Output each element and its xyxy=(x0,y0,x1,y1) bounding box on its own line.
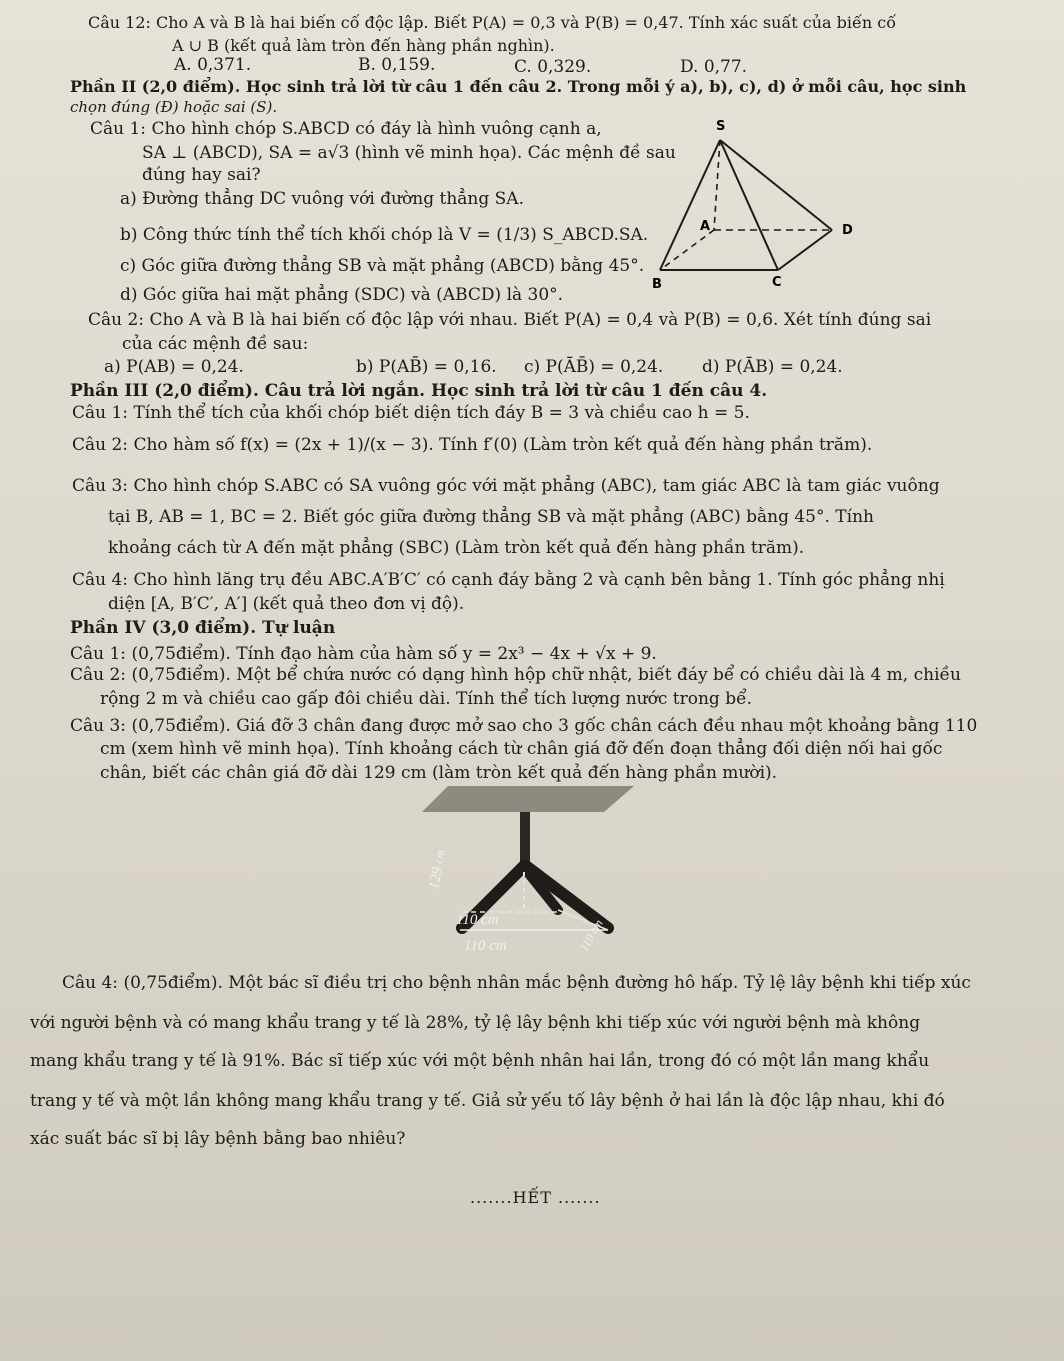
p2-q1-b: b) Công thức tính thể tích khối chóp là V = (1/3) S_ABCD.SA. xyxy=(120,225,649,245)
tripod-dist-label-2: 110 cm xyxy=(464,938,507,954)
tripod-dist-label-1: 110 cm xyxy=(456,912,499,928)
tripod-leg-label: 129 xyxy=(426,865,446,891)
tripod-figure xyxy=(408,786,648,966)
p4-q4-line1: Câu 4: (0,75điểm). Một bác sĩ điều trị cho bệnh nhân mắc bệnh đường hô hấp. Tỷ lệ lây bệnh khi tiếp xúc xyxy=(62,973,971,993)
p2-q2-line2: của các mệnh đề sau: xyxy=(122,334,309,354)
part2-heading-2: chọn đúng (Đ) hoặc sai (S). xyxy=(70,98,278,116)
p2-q1-line1: Câu 1: Cho hình chóp S.ABCD có đáy là hình vuông cạnh a, xyxy=(90,119,602,139)
part3-heading: Phần III (2,0 điểm). Câu trả lời ngắn. Học sinh trả lời từ câu 1 đến câu 4. xyxy=(70,381,768,401)
part2-heading: Phần II (2,0 điểm). Học sinh trả lời từ câu 1 đến câu 2. Trong mỗi ý a), b), c), d) ở mỗi câu, học sinh xyxy=(70,77,967,96)
p2-q2-a: a) P(AB) = 0,24. xyxy=(104,357,244,377)
tripod-dist-label-3: 110 cm xyxy=(576,916,606,954)
p2-q1-c: c) Góc giữa đường thẳng SB và mặt phẳng (ABCD) bằng 45°. xyxy=(120,256,645,276)
end-marker: .......HẾT ....... xyxy=(470,1188,601,1207)
vertex-c-label: C xyxy=(772,275,782,290)
p4-q4-line5: xác suất bác sĩ bị lây bệnh bằng bao nhiêu? xyxy=(30,1129,406,1149)
p3-q3-line3: khoảng cách từ A đến mặt phẳng (SBC) (Làm tròn kết quả đến hàng phần trăm). xyxy=(108,538,805,558)
p4-q3-line1: Câu 3: (0,75điểm). Giá đỡ 3 chân đang được mở sao cho 3 gốc chân cách đều nhau một khoảng bằng 110 xyxy=(70,716,978,736)
vertex-d-label: D xyxy=(842,223,853,238)
p2-q2-b: b) P(AB̄) = 0,16. xyxy=(356,357,497,377)
p4-q4-line3: mang khẩu trang y tế là 91%. Bác sĩ tiếp xúc với một bệnh nhân hai lần, trong đó có một lần mang khẩu xyxy=(30,1051,930,1071)
p4-q4-line4: trang y tế và một lần không mang khẩu trang y tế. Giả sử yếu tố lây bệnh ở hai lần là độc lập nhau, khi đó xyxy=(30,1091,945,1111)
p3-q3-line2: tại B, AB = 1, BC = 2. Biết góc giữa đường thẳng SB và mặt phẳng (ABC) bằng 45°. Tính xyxy=(108,507,874,527)
p3-q4-line2: diện [A, B′C′, A′] (kết quả theo đơn vị độ). xyxy=(108,594,465,614)
p2-q1-a: a) Đường thẳng DC vuông với đường thẳng SA. xyxy=(120,189,524,209)
q12-option-c: C. 0,329. xyxy=(514,57,592,77)
p4-q2-line2: rộng 2 m và chiều cao gấp đôi chiều dài. Tính thể tích lượng nước trong bể. xyxy=(100,689,752,709)
p4-q2-line1: Câu 2: (0,75điểm). Một bể chứa nước có dạng hình hộp chữ nhật, biết đáy bể có chiều dài là 4 m, chiều xyxy=(70,665,961,685)
p2-q1-line3: đúng hay sai? xyxy=(142,165,261,185)
q12-option-b: B. 0,159. xyxy=(358,55,436,75)
p2-q2-c: c) P(ĀB̄) = 0,24. xyxy=(524,357,664,377)
p2-q1-d: d) Góc giữa hai mặt phẳng (SDC) và (ABCD) là 30°. xyxy=(120,285,564,305)
q12-option-a: A. 0,371. xyxy=(174,55,252,75)
q12-line1: Câu 12: Cho A và B là hai biến cố độc lập. Biết P(A) = 0,3 và P(B) = 0,47. Tính xác suất của biến cố xyxy=(88,13,896,32)
pyramid-figure xyxy=(640,112,880,302)
tripod-leg-unit: cm xyxy=(431,848,448,865)
vertex-s-label: S xyxy=(716,119,726,134)
q12-line2: A ∪ B (kết quả làm tròn đến hàng phần nghìn). xyxy=(172,36,555,55)
p4-q3-line3: chân, biết các chân giá đỡ dài 129 cm (làm tròn kết quả đến hàng phần mười). xyxy=(100,763,778,783)
p3-q1: Câu 1: Tính thể tích của khối chóp biết diện tích đáy B = 3 và chiều cao h = 5. xyxy=(72,403,750,423)
vertex-a-label: A xyxy=(700,219,711,234)
p3-q2: Câu 2: Cho hàm số f(x) = (2x + 1)/(x − 3). Tính f′(0) (Làm tròn kết quả đến hàng phần trăm). xyxy=(72,435,873,455)
p3-q4-line1: Câu 4: Cho hình lăng trụ đều ABC.A′B′C′ có cạnh đáy bằng 2 và cạnh bên bằng 1. Tính góc phẳng nhị xyxy=(72,570,945,590)
p2-q1-line2: SA ⊥ (ABCD), SA = a√3 (hình vẽ minh họa). Các mệnh đề sau xyxy=(142,143,676,163)
q12-option-d: D. 0,77. xyxy=(680,57,748,77)
p2-q2-d: d) P(ĀB) = 0,24. xyxy=(702,357,843,377)
p4-q4-line2: với người bệnh và có mang khẩu trang y tế là 28%, tỷ lệ lây bệnh khi tiếp xúc với người bệnh mà không xyxy=(30,1013,921,1033)
p4-q1: Câu 1: (0,75điểm). Tính đạo hàm của hàm số y = 2x³ − 4x + √x + 9. xyxy=(70,644,657,664)
vertex-b-label: B xyxy=(652,277,662,292)
p3-q3-line1: Câu 3: Cho hình chóp S.ABC có SA vuông góc với mặt phẳng (ABC), tam giác ABC là tam giác vuông xyxy=(72,476,940,496)
p2-q2-line1: Câu 2: Cho A và B là hai biến cố độc lập với nhau. Biết P(A) = 0,4 và P(B) = 0,6. Xét tính đúng sai xyxy=(88,310,932,330)
p4-q3-line2: cm (xem hình vẽ minh họa). Tính khoảng cách từ chân giá đỡ đến đoạn thẳng đối diện nối hai gốc xyxy=(100,739,943,759)
part4-heading: Phần IV (3,0 điểm). Tự luận xyxy=(70,618,336,638)
